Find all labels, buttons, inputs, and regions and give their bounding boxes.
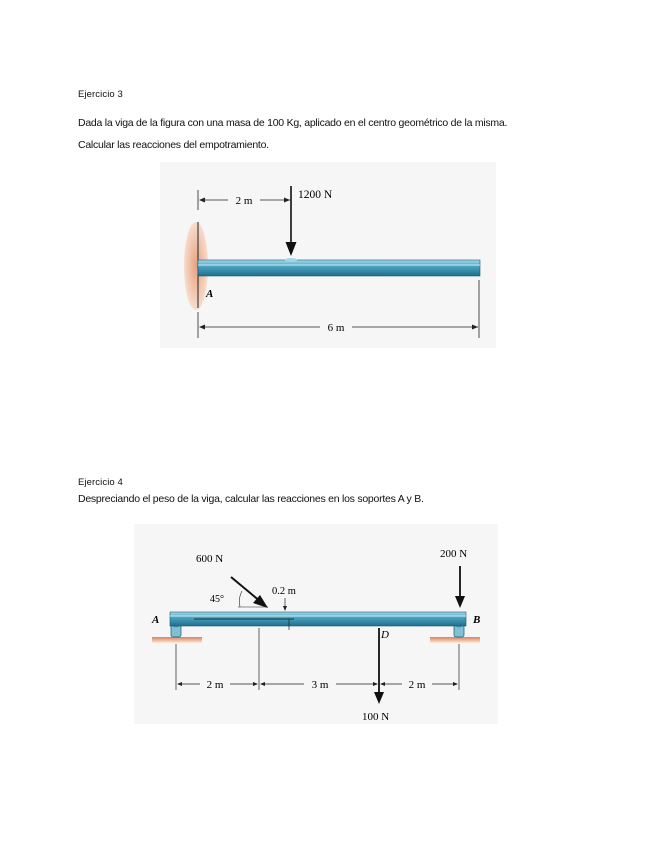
dimension-2m-right-label: 2 m — [408, 679, 426, 691]
ground-a — [152, 637, 202, 643]
point-a-label: A — [152, 614, 160, 626]
exercise-3-statement-line-1: Dada la viga de la figura con una masa de 100 Kg, aplicado en el centro geométrico de la misma. — [78, 117, 508, 129]
force-600n-label: 600 N — [196, 553, 224, 565]
simply-supported-beam-figure — [134, 524, 498, 724]
ground-b — [430, 637, 480, 643]
offset-0-2m-label: 0.2 m — [272, 586, 296, 597]
exercise-4-heading: Ejercicio 4 — [78, 477, 123, 488]
dimension-6m-label: 6 m — [327, 322, 345, 334]
force-1200n-label: 1200 N — [298, 189, 333, 201]
dimension-2m-label: 2 m — [235, 195, 253, 207]
angle-45-label: 45° — [210, 594, 224, 605]
dimension-3m-label: 3 m — [311, 679, 329, 691]
dimension-2m-left-label: 2 m — [206, 679, 224, 691]
cantilever-beam-figure — [160, 162, 496, 348]
exercise-4-statement-line-1: Despreciando el peso de la viga, calcular las reacciones en los soportes A y B. — [78, 493, 424, 505]
exercise-3-heading: Ejercicio 3 — [78, 89, 123, 100]
exercise-3-statement-line-2: Calcular las reacciones del empotramiento. — [78, 139, 269, 151]
force-100n-label: 100 N — [362, 711, 390, 723]
load-point-marker — [285, 258, 297, 262]
point-b-label: B — [473, 614, 481, 626]
beam — [198, 260, 480, 276]
point-d-label: D — [381, 629, 389, 641]
support-a-label: A — [206, 288, 214, 300]
force-200n-label: 200 N — [440, 548, 468, 560]
